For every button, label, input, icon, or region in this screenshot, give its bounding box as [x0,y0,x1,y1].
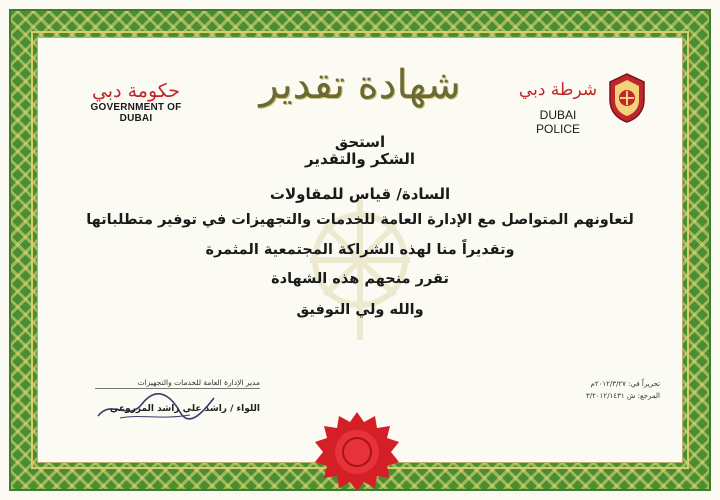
document-reference [560,378,660,402]
red-wax-seal-icon [312,410,402,492]
body-line-2: الشكر والتقدير [305,150,415,168]
government-logo-arabic: حكومة دبي [91,80,181,102]
body-line-4: لتعاونهم المتواصل مع الإدارة العامة للخدمات والتجهيزات في توفير متطلباتها [86,212,634,228]
body-line-1: استحق [334,133,386,151]
recipient-line: السادة/ قياس للمقاولات [269,185,451,203]
issue-date: تحريراً في: ٢٠١٢/٣/٢٧م [590,380,660,388]
police-logo-arabic: شرطة دبي [518,80,598,100]
government-of-dubai-logo [76,80,196,124]
certificate-title: شهادة تقدير [259,62,461,108]
signature-line [95,388,260,389]
body-line-5: وتقديراً منا لهذه الشراكة المجتمعية المثمرة [205,242,515,258]
body-line-7: والله ولي التوفيق [296,302,424,318]
government-logo-english: GOVERNMENT OF DUBAI [90,102,182,124]
police-emblem-icon [606,72,648,124]
signer-block [95,378,260,414]
signer-title: مدير الإدارة العامة للخدمات والتجهيزات [137,378,260,387]
police-logo-english: DUBAI POLICE [535,108,580,136]
body-line-6: تقرر منحهم هذه الشهادة [271,271,449,287]
signer-name: اللواء / راشد علي راشد المزروعي [109,404,260,414]
dubai-police-logo [516,78,646,136]
reference-number: المرجع: ش ٣/٢٠١٢/١٤٣١ [586,392,660,400]
